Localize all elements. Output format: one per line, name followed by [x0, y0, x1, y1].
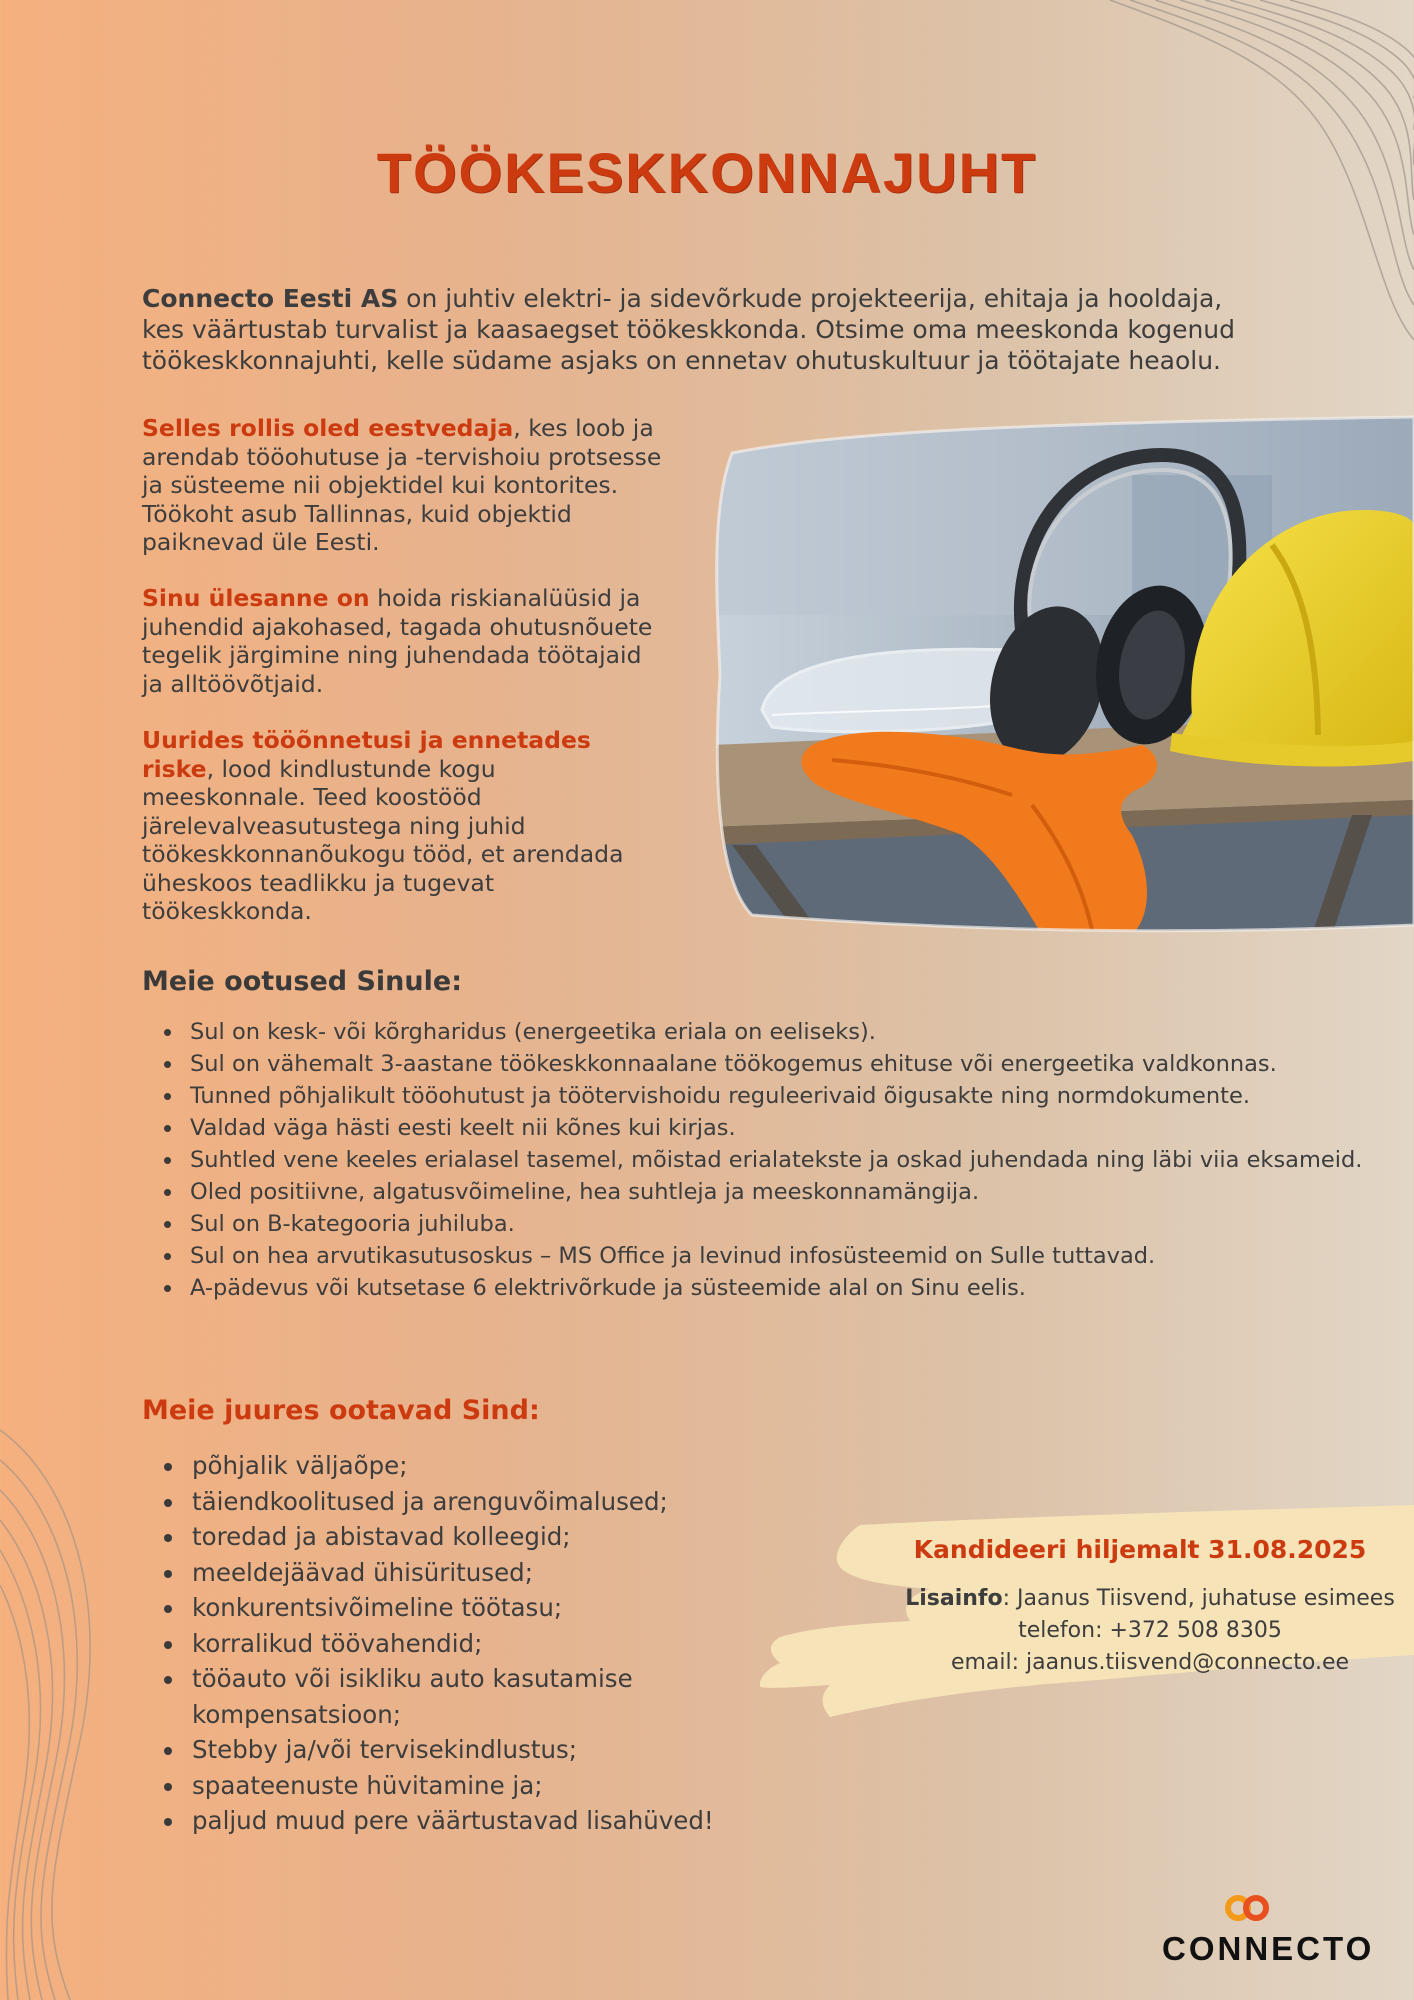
task-highlight: Sinu ülesanne on: [142, 584, 370, 612]
list-item: • Stebby ja/või tervisekindlustus;: [186, 1732, 826, 1768]
list-item: • Sul on vähemalt 3-aastane töökeskkonnaalane töökogemus ehituse või energeetika valdkonnas.: [184, 1048, 1404, 1080]
page-title: TÖÖKESKKONNAJUHT: [376, 141, 1038, 204]
connecto-logo-text: CONNECTO: [1162, 1930, 1375, 1967]
safety-paragraph: [142, 726, 662, 926]
list-item: • Sul on B-kategooria juhiluba.: [184, 1208, 1404, 1240]
company-name: Connecto Eesti AS: [142, 284, 399, 313]
list-item: • korralikud töövahendid;: [186, 1626, 826, 1662]
expectations-list: [142, 1016, 1404, 1304]
decorative-lines-bottom-left: [0, 1420, 120, 2000]
list-item: • konkurentsivõimeline töötasu;: [186, 1590, 826, 1626]
contact-label: Lisainfo: [905, 1586, 1003, 1611]
apply-deadline: Kandideeri hiljemalt 31.08.2025: [913, 1535, 1367, 1564]
offers-list: [142, 1448, 826, 1839]
expectations-heading: Meie ootused Sinule:: [142, 966, 462, 997]
list-item: • Valdad väga hästi eesti keelt nii kõnes kui kirjas.: [184, 1112, 1404, 1144]
list-item: • meeldejäävad ühisüritused;: [186, 1555, 826, 1591]
task-text: hoida riskianalüüsid ja juhendid ajakohased, tagada ohutusnõuete tegelik järgimine ning juhendada töötajaid ja alltöövõtjaid.: [142, 584, 653, 698]
list-item: • põhjalik väljaõpe;: [186, 1448, 826, 1484]
list-item: • Tunned põhjalikult tööohutust ja töötervishoidu reguleerivaid õigusakte ning normdokumente.: [184, 1080, 1404, 1112]
list-item: • Oled positiivne, algatusvõimeline, hea suhtleja ja meeskonnamängija.: [184, 1176, 1404, 1208]
contact-name: : Jaanus Tiisvend, juhatuse esimees: [1002, 1586, 1395, 1611]
safety-highlight: Uurides tööõnnetusi ja ennetades riske: [142, 726, 591, 783]
list-item: • spaateenuste hüvitamine ja;: [186, 1768, 826, 1804]
offers-heading: Meie juures ootavad Sind:: [142, 1395, 540, 1426]
list-item: • Suhtled vene keeles erialasel tasemel, mõistad erialatekste ja oskad juhendada ning läbi viia eksameid.: [184, 1144, 1404, 1176]
list-item: • Sul on kesk- või kõrgharidus (energeetika eriala on eeliseks).: [184, 1016, 1404, 1048]
intro-paragraph: [142, 283, 1272, 376]
role-highlight: Selles rollis oled eestvedaja: [142, 414, 514, 442]
task-paragraph: [142, 584, 662, 698]
list-item: • paljud muud pere väärtustavad lisahüved!: [186, 1803, 826, 1839]
contact-name-line: [840, 1583, 1414, 1615]
contact-email[interactable]: email: jaanus.tiisvend@connecto.ee: [950, 1650, 1350, 1675]
role-text: , kes loob ja arendab tööohutuse ja -tervishoiu protsesse ja süsteeme nii objektidel kui kontorites. Töökoht asub Tallinnas, kuid objektid paiknevad üle Eesti.: [142, 414, 662, 556]
list-item: • täiendkoolitused ja arenguvõimalused;: [186, 1484, 826, 1520]
contact-phone[interactable]: telefon: +372 508 8305: [1018, 1618, 1282, 1643]
role-paragraph: [142, 414, 662, 557]
intro-text: on juhtiv elektri- ja sidevõrkude projekteerija, ehitaja ja hooldaja, kes väärtustab turvalist ja kaasaegset töökeskkonda. Otsime oma meeskonda kogenud töökeskkonnajuhti, kelle südame asjaks on ennetav ohutuskultuur ja töötajate heaolu.: [142, 284, 1236, 375]
contact-info: [840, 1583, 1414, 1679]
safety-text: , lood kindlustunde kogu meeskonnale. Teed koostööd järelevalveasutustega ning juhid töökeskkonnanõukogu tööd, et arendada üheskoos teadlikku ja tugevat töökeskkonda.: [142, 754, 624, 925]
list-item: • toredad ja abistavad kolleegid;: [186, 1519, 826, 1555]
list-item: • Sul on hea arvutikasutusoskus – MS Office ja levinud infosüsteemid on Sulle tuttavad.: [184, 1240, 1404, 1272]
safety-gear-photo: [712, 415, 1414, 935]
list-item: • A-pädevus või kutsetase 6 elektrivõrkude ja süsteemide alal on Sinu eelis.: [184, 1272, 1404, 1304]
list-item: • tööauto või isikliku auto kasutamise kompensatsioon;: [186, 1661, 826, 1732]
